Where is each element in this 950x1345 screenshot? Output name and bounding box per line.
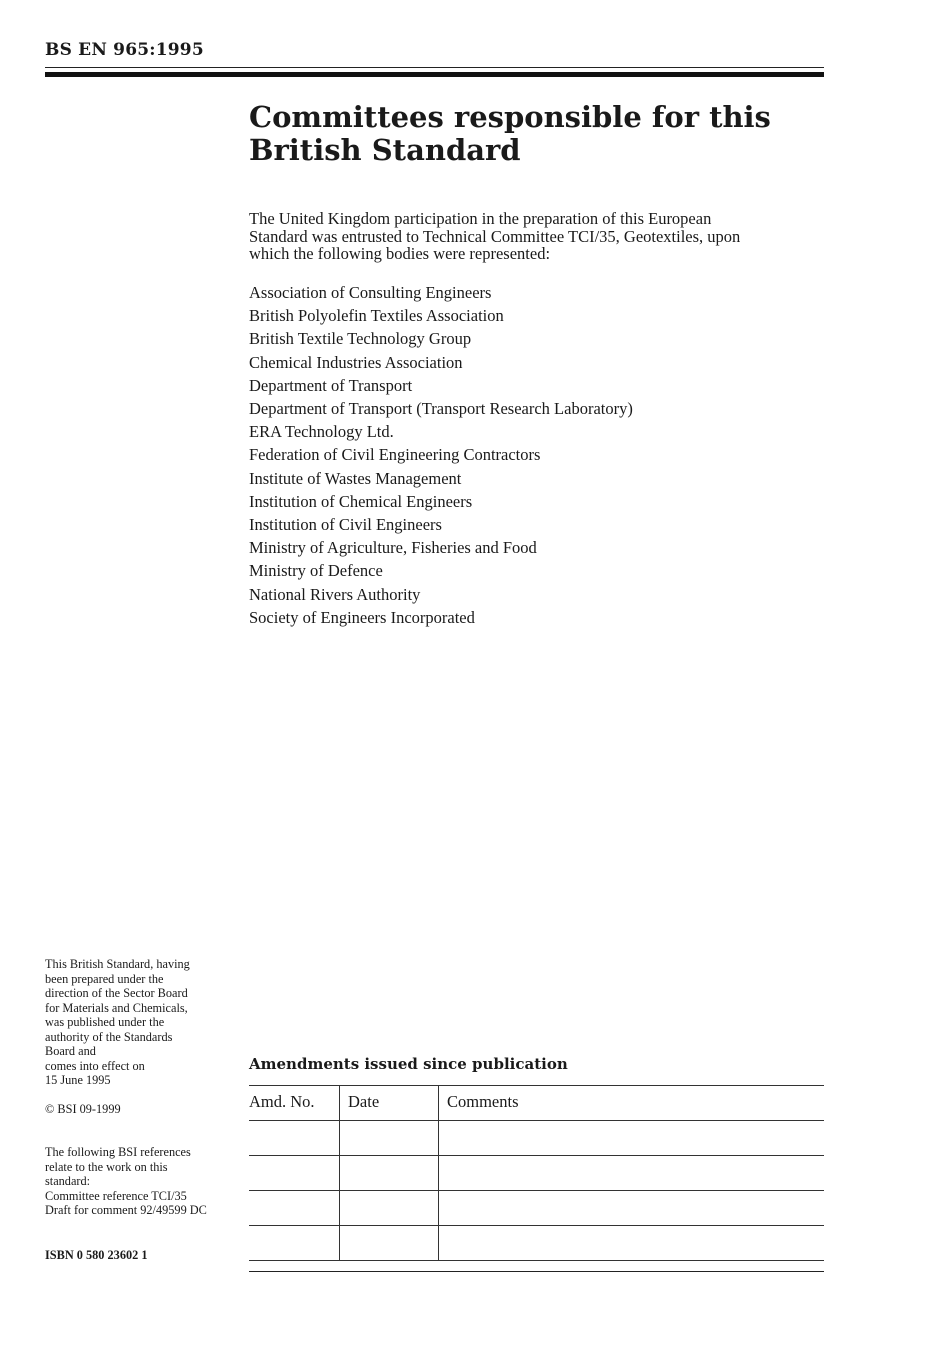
list-item: British Polyolefin Textiles Association [249, 306, 504, 326]
intro-line: Standard was entrusted to Technical Committee TCI/35, Geotextiles, upon [249, 226, 741, 246]
table-cell [439, 1191, 825, 1226]
footer-rule [249, 1271, 824, 1272]
publication-note-line: for Materials and Chemicals, [45, 1000, 188, 1015]
publication-note [45, 957, 230, 1088]
list-item: British Textile Technology Group [249, 329, 472, 349]
list-item: National Rivers Authority [249, 584, 421, 604]
list-item: Federation of Civil Engineering Contractors [249, 445, 541, 465]
publication-note-line: authority of the Standards [45, 1029, 173, 1044]
publication-note-line: Board and [45, 1044, 96, 1058]
table-cell [340, 1191, 439, 1226]
title-line-1: Committees responsible for this [249, 100, 771, 134]
document-code: BS EN 965:1995 [45, 40, 204, 60]
list-item: Ministry of Agriculture, Fisheries and Food [249, 538, 537, 558]
amendments-heading: Amendments issued since publication [249, 1055, 568, 1073]
publication-note-line: 15 June 1995 [45, 1073, 111, 1087]
list-item: Department of Transport [249, 375, 413, 395]
table-cell [249, 1226, 340, 1261]
isbn: ISBN 0 580 23602 1 [45, 1248, 148, 1262]
list-item: Institution of Civil Engineers [249, 515, 442, 535]
represented-bodies-list [249, 281, 633, 629]
header-rule-thin [45, 67, 824, 68]
list-item: Association of Consulting Engineers [249, 283, 492, 302]
intro-paragraph [249, 210, 824, 263]
publication-note-line: direction of the Sector Board [45, 986, 188, 1000]
list-item: Society of Engineers Incorporated [249, 607, 475, 627]
reference-line: standard: [45, 1174, 91, 1188]
reference-line: The following BSI references [45, 1145, 191, 1159]
reference-line: Committee reference TCI/35 [45, 1188, 187, 1203]
reference-line: Draft for comment 92/49599 DC [45, 1203, 207, 1217]
table-cell [340, 1156, 439, 1191]
table-cell [439, 1226, 825, 1261]
table-header-row [249, 1086, 824, 1121]
table-cell [340, 1121, 439, 1156]
page-title [249, 101, 809, 167]
reference-line: relate to the work on this [45, 1159, 168, 1174]
list-item: ERA Technology Ltd. [249, 422, 394, 442]
publication-note-line: was published under the [45, 1015, 165, 1029]
intro-line: The United Kingdom participation in the preparation of this European [249, 209, 712, 228]
amendments-table [249, 1085, 824, 1261]
copyright-notice: © BSI 09-1999 [45, 1102, 121, 1116]
list-item: Department of Transport (Transport Research Laboratory) [249, 399, 633, 419]
bsi-references [45, 1145, 230, 1218]
column-header-amd-no: Amd. No. [249, 1086, 340, 1121]
publication-note-line: been prepared under the [45, 971, 164, 986]
table-cell [439, 1121, 825, 1156]
list-item: Chemical Industries Association [249, 352, 463, 372]
intro-line: which the following bodies were represented: [249, 244, 551, 263]
title-line-2: British Standard [249, 133, 521, 167]
table-row [249, 1121, 824, 1156]
table-cell [249, 1191, 340, 1226]
column-header-date: Date [340, 1086, 439, 1121]
list-item: Institute of Wastes Management [249, 468, 462, 488]
table-row [249, 1226, 824, 1261]
list-item: Ministry of Defence [249, 561, 383, 581]
table-cell [340, 1226, 439, 1261]
publication-note-line: This British Standard, having [45, 957, 190, 971]
table-cell [249, 1121, 340, 1156]
table-cell [439, 1156, 825, 1191]
table-cell [249, 1156, 340, 1191]
table-row [249, 1191, 824, 1226]
table-row [249, 1156, 824, 1191]
publication-note-line: comes into effect on [45, 1058, 145, 1073]
column-header-comments: Comments [439, 1086, 825, 1121]
list-item: Institution of Chemical Engineers [249, 491, 473, 511]
header-rule-thick [45, 72, 824, 77]
